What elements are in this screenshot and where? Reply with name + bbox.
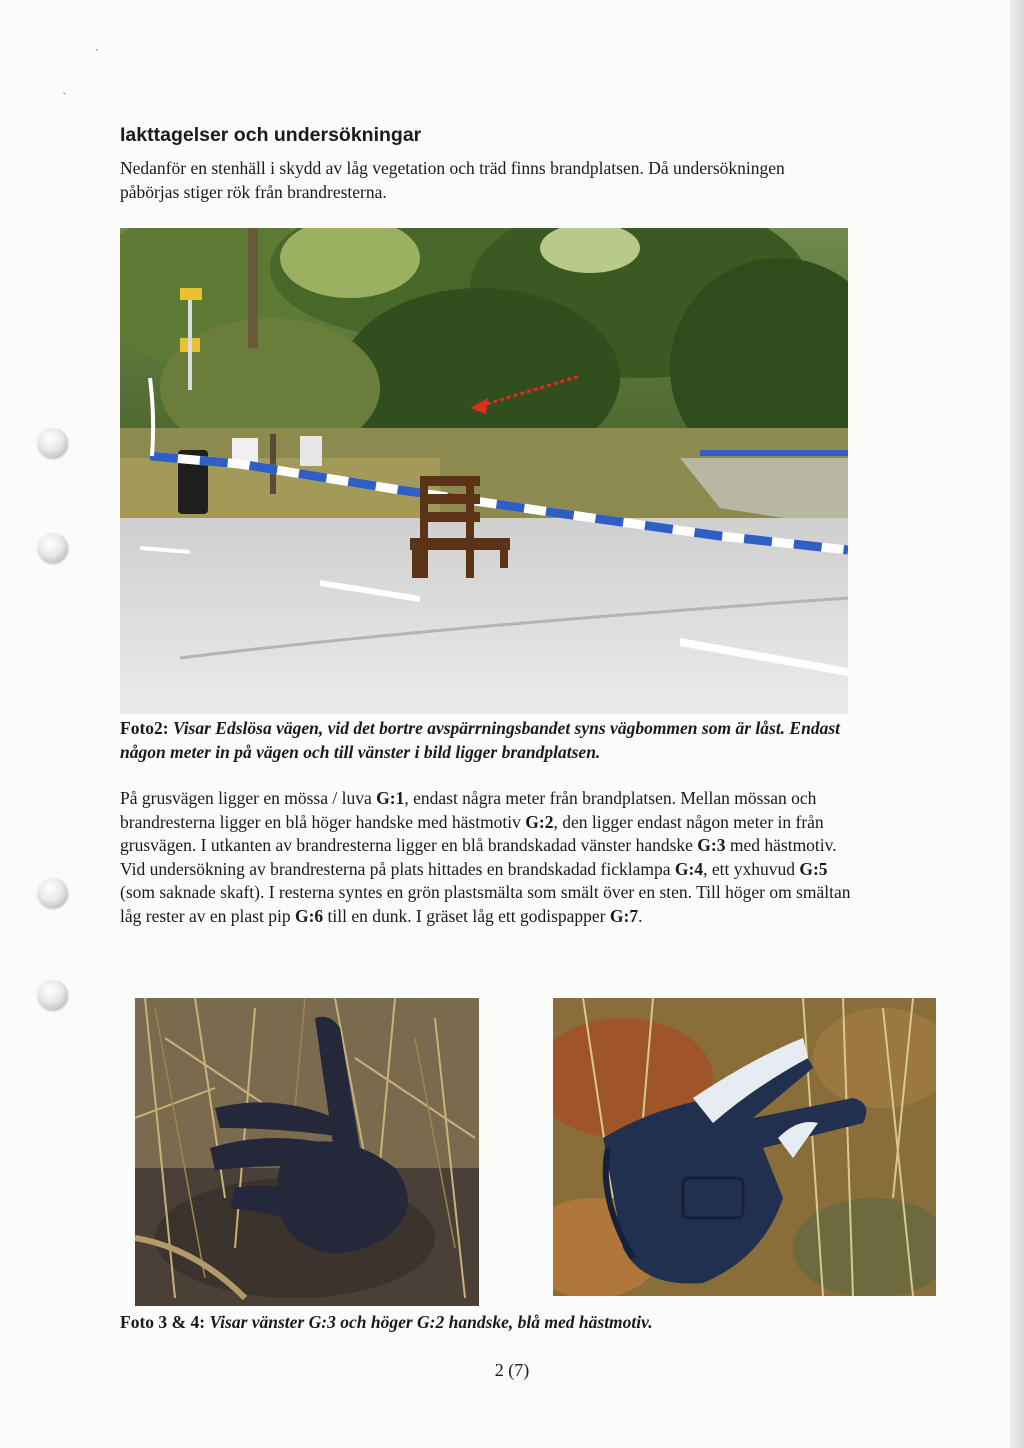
- photo-caption-3-4: [120, 1311, 880, 1335]
- evidence-ref: G:7: [609, 905, 639, 926]
- intro-paragraph: Nedanför en stenhäll i skydd av låg vegetation och träd finns brandplatsen. Då undersökningen påbörjas stiger rök från brandresterna.: [120, 158, 785, 202]
- photo-road-barrier-drawing: [120, 228, 848, 714]
- binder-hole: [38, 980, 68, 1010]
- evidence-ref: G:5: [799, 858, 828, 879]
- findings-text: [120, 787, 860, 928]
- photo-right-glove: [553, 998, 936, 1296]
- text-run: , den ligger endast någon meter in från grusvägen. I utkanten av brandresterna ligger en blå brandskadad vänster handske: [120, 811, 824, 855]
- text-run: , ett yxhuvud: [703, 858, 800, 879]
- binder-hole: [38, 533, 68, 563]
- photo-caption-2: [120, 717, 850, 764]
- text-run: med hästmotiv.: [725, 835, 837, 855]
- evidence-ref: G:4: [674, 858, 704, 879]
- evidence-ref: G:3: [697, 835, 726, 855]
- page-edge: [1010, 0, 1024, 1448]
- caption-label: Foto 3 & 4:: [120, 1312, 206, 1332]
- text-run: (som saknade skaft). I resterna syntes en grön plastsmälta som smält över en sten. Till höger om smältan låg rester av en plast pip: [120, 882, 851, 926]
- photo-right-glove-drawing: [553, 998, 936, 1296]
- findings-paragraph-2: [120, 858, 860, 929]
- text-run: , endast några meter från brandplatsen. Mellan mössan och brandresterna ligger en blå höger handske med hästmotiv: [120, 788, 817, 832]
- evidence-ref: G:2: [525, 811, 554, 832]
- text-run: .: [638, 905, 643, 926]
- text-run: På grusvägen ligger en mössa / luva: [120, 788, 377, 808]
- scan-speck: ·: [95, 42, 99, 57]
- caption-text: Visar Edslösa vägen, vid det bortre avspärrningsbandet syns vägbommen som är låst. Endast någon meter in på vägen och till vänster i bild ligger brandplatsen.: [120, 718, 841, 762]
- caption-label: Foto2:: [120, 718, 169, 738]
- page-number: 2 (7): [494, 1360, 530, 1380]
- binder-hole: [38, 878, 68, 908]
- photo-left-glove: [135, 998, 479, 1306]
- caption-text: Visar vänster G:3 och höger G:2 handske, blå med hästmotiv.: [209, 1312, 653, 1332]
- photo-left-glove-drawing: [135, 998, 479, 1306]
- evidence-ref: G:1: [376, 788, 405, 808]
- binder-hole: [38, 428, 68, 458]
- scan-mark: ˎ: [62, 80, 67, 95]
- section-heading: Iakttagelser och undersökningar: [120, 124, 422, 146]
- photo-road-barrier: [120, 228, 848, 714]
- findings-paragraph-1: [120, 787, 860, 858]
- text-run: Vid undersökning av brandresterna på plats hittades en brandskadad ficklampa: [120, 858, 675, 879]
- evidence-ref: G:6: [294, 905, 324, 926]
- text-run: till en dunk. I gräset låg ett godispapper: [323, 905, 610, 926]
